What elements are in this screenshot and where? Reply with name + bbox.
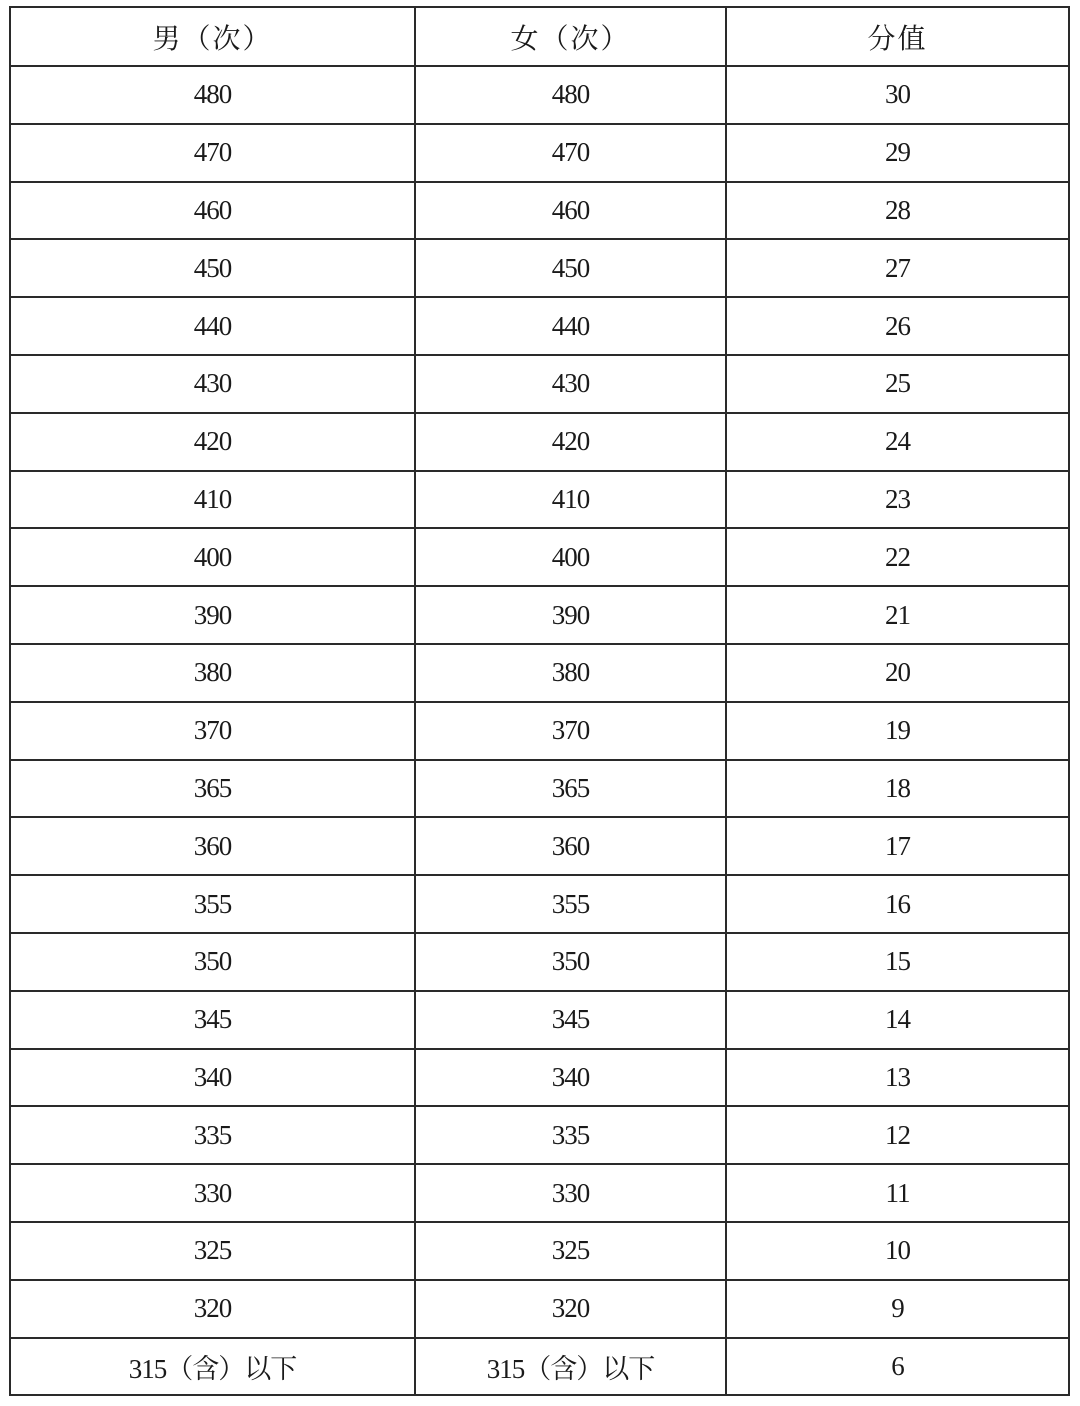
cell-female-count: 440: [415, 297, 726, 355]
table-header: [10, 7, 1069, 66]
cell-male-count: 355: [10, 875, 415, 933]
cell-female-count: 480: [415, 66, 726, 124]
cell-score: 16: [726, 875, 1069, 933]
cell-score: 20: [726, 644, 1069, 702]
cell-score: 9: [726, 1280, 1069, 1338]
table-row: [10, 644, 1069, 702]
cell-score: 19: [726, 702, 1069, 760]
cell-female-count: 470: [415, 124, 726, 182]
cell-score: 6: [726, 1338, 1069, 1396]
cell-male-count: 365: [10, 760, 415, 818]
cell-male-count: 360: [10, 817, 415, 875]
cell-male-count: 410: [10, 471, 415, 529]
cell-score: 27: [726, 239, 1069, 297]
cell-female-count: 380: [415, 644, 726, 702]
cell-score: 25: [726, 355, 1069, 413]
cell-score: 22: [726, 528, 1069, 586]
table-body: [10, 66, 1069, 1395]
cell-male-count: 325: [10, 1222, 415, 1280]
table-row: [10, 1222, 1069, 1280]
cell-score: 12: [726, 1106, 1069, 1164]
cell-male-count: 335: [10, 1106, 415, 1164]
cell-female-count: 345: [415, 991, 726, 1049]
header-female-count: 女（次）: [415, 7, 726, 66]
cell-score: 14: [726, 991, 1069, 1049]
table-row: [10, 355, 1069, 413]
cell-female-count: 370: [415, 702, 726, 760]
table-row: [10, 471, 1069, 529]
cell-male-count: 420: [10, 413, 415, 471]
table-row: [10, 1106, 1069, 1164]
cell-score: 18: [726, 760, 1069, 818]
cell-female-count: 430: [415, 355, 726, 413]
cell-male-count: 380: [10, 644, 415, 702]
cell-score: 26: [726, 297, 1069, 355]
cell-score: 21: [726, 586, 1069, 644]
table-row: [10, 933, 1069, 991]
cell-female-count: 315（含）以下: [415, 1338, 726, 1396]
cell-score: 11: [726, 1164, 1069, 1222]
cell-male-count: 460: [10, 182, 415, 240]
cell-male-count: 320: [10, 1280, 415, 1338]
table-row: [10, 528, 1069, 586]
table-row: [10, 1164, 1069, 1222]
table-row: [10, 875, 1069, 933]
table-row: [10, 817, 1069, 875]
cell-score: 17: [726, 817, 1069, 875]
cell-male-count: 350: [10, 933, 415, 991]
cell-female-count: 350: [415, 933, 726, 991]
cell-female-count: 450: [415, 239, 726, 297]
cell-male-count: 470: [10, 124, 415, 182]
cell-female-count: 330: [415, 1164, 726, 1222]
table-row: [10, 182, 1069, 240]
table-row: [10, 239, 1069, 297]
table-row: [10, 991, 1069, 1049]
cell-female-count: 410: [415, 471, 726, 529]
cell-female-count: 340: [415, 1049, 726, 1107]
cell-male-count: 345: [10, 991, 415, 1049]
cell-male-count: 450: [10, 239, 415, 297]
cell-female-count: 360: [415, 817, 726, 875]
table-row: [10, 1338, 1069, 1396]
table-row: [10, 124, 1069, 182]
cell-male-count: 480: [10, 66, 415, 124]
cell-female-count: 335: [415, 1106, 726, 1164]
cell-score: 29: [726, 124, 1069, 182]
table-row: [10, 66, 1069, 124]
cell-male-count: 430: [10, 355, 415, 413]
header-row: [10, 7, 1069, 66]
table-row: [10, 1049, 1069, 1107]
header-male-count: 男（次）: [10, 7, 415, 66]
table-row: [10, 1280, 1069, 1338]
table-row: [10, 702, 1069, 760]
table-row: [10, 586, 1069, 644]
cell-female-count: 420: [415, 413, 726, 471]
cell-female-count: 320: [415, 1280, 726, 1338]
cell-score: 13: [726, 1049, 1069, 1107]
cell-score: 15: [726, 933, 1069, 991]
score-table: [9, 6, 1070, 1396]
cell-score: 24: [726, 413, 1069, 471]
cell-female-count: 390: [415, 586, 726, 644]
cell-male-count: 440: [10, 297, 415, 355]
table-row: [10, 760, 1069, 818]
cell-female-count: 355: [415, 875, 726, 933]
cell-male-count: 400: [10, 528, 415, 586]
cell-score: 30: [726, 66, 1069, 124]
cell-female-count: 460: [415, 182, 726, 240]
cell-score: 10: [726, 1222, 1069, 1280]
header-score: 分值: [726, 7, 1069, 66]
cell-male-count: 315（含）以下: [10, 1338, 415, 1396]
cell-male-count: 330: [10, 1164, 415, 1222]
cell-male-count: 340: [10, 1049, 415, 1107]
cell-female-count: 400: [415, 528, 726, 586]
cell-male-count: 390: [10, 586, 415, 644]
cell-female-count: 365: [415, 760, 726, 818]
table-row: [10, 297, 1069, 355]
cell-male-count: 370: [10, 702, 415, 760]
cell-female-count: 325: [415, 1222, 726, 1280]
table-row: [10, 413, 1069, 471]
cell-score: 23: [726, 471, 1069, 529]
cell-score: 28: [726, 182, 1069, 240]
